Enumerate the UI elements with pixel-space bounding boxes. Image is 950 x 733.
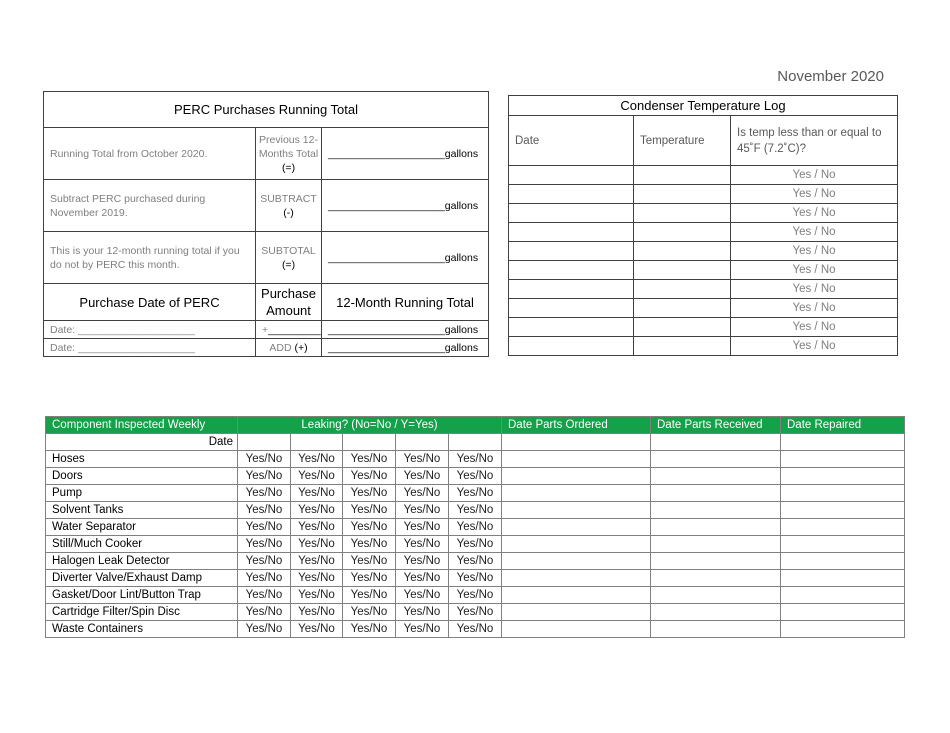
perc-running-total-table — [43, 91, 489, 357]
date-cell[interactable] — [238, 434, 291, 451]
leaking-yes-no-cell[interactable]: Yes/No — [238, 553, 291, 570]
purchase-amount-field[interactable]: ADD (+) — [256, 339, 322, 357]
component-name: Pump — [46, 485, 238, 502]
leaking-yes-no-cell[interactable]: Yes/No — [449, 451, 502, 468]
leaking-yes-no-cell[interactable]: Yes/No — [396, 519, 449, 536]
date-parts-ordered-cell[interactable] — [502, 621, 651, 638]
condenser-log-row — [509, 204, 898, 223]
perc-row-operation: SUBTRACT (-) — [256, 180, 322, 232]
leaking-yes-no-cell[interactable]: Yes/No — [449, 553, 502, 570]
condenser-yes-no-cell[interactable]: Yes / No — [731, 242, 898, 261]
leaking-yes-no-cell[interactable]: Yes/No — [343, 485, 396, 502]
condenser-date-cell[interactable] — [509, 185, 634, 204]
date-repaired-cell[interactable] — [781, 553, 905, 570]
purchase-amount-header: Purchase Amount — [256, 284, 322, 321]
condenser-yes-no-cell[interactable]: Yes / No — [731, 261, 898, 280]
date-parts-ordered-cell[interactable] — [502, 451, 651, 468]
condenser-temperature-header: Temperature — [634, 116, 731, 166]
condenser-date-cell[interactable] — [509, 280, 634, 299]
component-row — [46, 536, 905, 553]
component-name: Cartridge Filter/Spin Disc — [46, 604, 238, 621]
leaking-yes-no-cell[interactable]: Yes/No — [343, 587, 396, 604]
perc-gallons-field[interactable]: ____________________gallons — [322, 232, 489, 284]
date-repaired-cell[interactable] — [781, 587, 905, 604]
component-row — [46, 502, 905, 519]
component-row — [46, 468, 905, 485]
component-inspection-table — [45, 416, 905, 638]
leaking-yes-no-cell[interactable]: Yes/No — [291, 502, 343, 519]
leaking-yes-no-cell[interactable]: Yes/No — [449, 519, 502, 536]
date-cell[interactable] — [449, 434, 502, 451]
date-cell[interactable] — [343, 434, 396, 451]
leaking-yes-no-cell[interactable]: Yes/No — [343, 502, 396, 519]
leaking-yes-no-cell[interactable]: Yes/No — [291, 553, 343, 570]
date-row — [46, 434, 905, 451]
date-parts-ordered-cell[interactable] — [502, 485, 651, 502]
leaking-yes-no-cell[interactable]: Yes/No — [343, 451, 396, 468]
condenser-date-cell[interactable] — [509, 337, 634, 356]
date-repaired-cell[interactable] — [781, 621, 905, 638]
date-parts-received-cell[interactable] — [651, 451, 781, 468]
perc-gallons-field[interactable]: ____________________gallons — [322, 128, 489, 180]
condenser-date-cell[interactable] — [509, 242, 634, 261]
running-total-header: 12-Month Running Total — [322, 284, 489, 321]
condenser-log-row — [509, 185, 898, 204]
perc-row — [44, 180, 489, 232]
condenser-temperature-cell[interactable] — [634, 185, 731, 204]
leaking-yes-no-cell[interactable]: Yes/No — [449, 621, 502, 638]
condenser-yes-no-cell[interactable]: Yes / No — [731, 185, 898, 204]
perc-row-description: This is your 12-month running total if you do not by PERC this month. — [44, 232, 256, 284]
date-parts-received-cell[interactable] — [651, 604, 781, 621]
component-name: Water Separator — [46, 519, 238, 536]
leaking-yes-no-cell[interactable]: Yes/No — [291, 604, 343, 621]
condenser-table-title: Condenser Temperature Log — [509, 96, 898, 116]
leaking-yes-no-cell[interactable]: Yes/No — [396, 468, 449, 485]
component-row — [46, 587, 905, 604]
date-cell[interactable] — [396, 434, 449, 451]
date-repaired-cell[interactable] — [781, 485, 905, 502]
condenser-log-row — [509, 166, 898, 185]
date-repaired-cell[interactable] — [781, 570, 905, 587]
date-parts-received-cell[interactable] — [651, 468, 781, 485]
component-header: Component Inspected Weekly — [46, 417, 238, 434]
date-parts-ordered-cell[interactable] — [502, 468, 651, 485]
condenser-log-row — [509, 318, 898, 337]
date-parts-ordered-cell[interactable] — [502, 536, 651, 553]
condenser-log-row — [509, 280, 898, 299]
leaking-yes-no-cell[interactable]: Yes/No — [396, 536, 449, 553]
component-name: Hoses — [46, 451, 238, 468]
condenser-date-cell[interactable] — [509, 223, 634, 242]
purchase-date-field[interactable]: Date: ____________________ — [44, 339, 256, 357]
date-parts-ordered-cell[interactable] — [502, 587, 651, 604]
condenser-log-row — [509, 299, 898, 318]
date-parts-received-cell[interactable] — [651, 587, 781, 604]
component-name: Solvent Tanks — [46, 502, 238, 519]
leaking-yes-no-cell[interactable]: Yes/No — [291, 621, 343, 638]
condenser-log-row — [509, 242, 898, 261]
condenser-check-header: Is temp less than or equal to 45˚F (7.2˚C)? — [731, 116, 898, 166]
leaking-yes-no-cell[interactable]: Yes/No — [238, 536, 291, 553]
date-parts-received-cell[interactable] — [651, 553, 781, 570]
leaking-yes-no-cell[interactable]: Yes/No — [343, 604, 396, 621]
leaking-yes-no-cell[interactable]: Yes/No — [343, 536, 396, 553]
perc-row — [44, 232, 489, 284]
leaking-yes-no-cell[interactable]: Yes/No — [449, 485, 502, 502]
leaking-yes-no-cell[interactable]: Yes/No — [396, 485, 449, 502]
leaking-yes-no-cell[interactable]: Yes/No — [238, 604, 291, 621]
component-row — [46, 519, 905, 536]
condenser-yes-no-cell[interactable]: Yes / No — [731, 318, 898, 337]
leaking-yes-no-cell[interactable]: Yes/No — [449, 570, 502, 587]
perc-entry-row — [44, 321, 489, 339]
perc-gallons-field[interactable]: ____________________gallons — [322, 180, 489, 232]
date-repaired-cell[interactable] — [781, 451, 905, 468]
date-parts-ordered-header: Date Parts Ordered — [502, 417, 651, 434]
condenser-date-cell[interactable] — [509, 318, 634, 337]
date-repaired-cell[interactable] — [781, 519, 905, 536]
leaking-yes-no-cell[interactable]: Yes/No — [343, 553, 396, 570]
condenser-temperature-cell[interactable] — [634, 223, 731, 242]
perc-row — [44, 128, 489, 180]
condenser-yes-no-cell[interactable]: Yes / No — [731, 299, 898, 318]
date-parts-received-cell[interactable] — [651, 485, 781, 502]
component-name: Gasket/Door Lint/Button Trap — [46, 587, 238, 604]
leaking-yes-no-cell[interactable]: Yes/No — [291, 536, 343, 553]
condenser-temperature-cell[interactable] — [634, 299, 731, 318]
condenser-yes-no-cell[interactable]: Yes / No — [731, 280, 898, 299]
perc-row-operation: Previous 12-Months Total (=) — [256, 128, 322, 180]
condenser-temperature-log-table — [508, 95, 898, 356]
leaking-yes-no-cell[interactable]: Yes/No — [238, 587, 291, 604]
component-row — [46, 553, 905, 570]
date-repaired-cell[interactable] — [781, 502, 905, 519]
leaking-yes-no-cell[interactable]: Yes/No — [238, 570, 291, 587]
condenser-date-header: Date — [509, 116, 634, 166]
leaking-yes-no-cell[interactable]: Yes/No — [238, 519, 291, 536]
leaking-yes-no-cell[interactable]: Yes/No — [449, 468, 502, 485]
perc-gallons-field[interactable]: ____________________gallons — [322, 321, 489, 339]
date-parts-received-cell[interactable] — [651, 570, 781, 587]
condenser-date-cell[interactable] — [509, 204, 634, 223]
condenser-temperature-cell[interactable] — [634, 204, 731, 223]
date-parts-ordered-cell[interactable] — [502, 502, 651, 519]
date-repaired-header: Date Repaired — [781, 417, 905, 434]
condenser-temperature-cell[interactable] — [634, 337, 731, 356]
date-row-label: Date — [46, 434, 238, 451]
leaking-yes-no-cell[interactable]: Yes/No — [396, 604, 449, 621]
perc-row-description: Running Total from October 2020. — [44, 128, 256, 180]
leaking-yes-no-cell[interactable]: Yes/No — [238, 451, 291, 468]
condenser-yes-no-cell[interactable]: Yes / No — [731, 337, 898, 356]
condenser-log-row — [509, 261, 898, 280]
condenser-temperature-cell[interactable] — [634, 318, 731, 337]
date-cell[interactable] — [502, 434, 651, 451]
condenser-temperature-cell[interactable] — [634, 242, 731, 261]
leaking-header: Leaking? (No=No / Y=Yes) — [238, 417, 502, 434]
component-name: Diverter Valve/Exhaust Damp — [46, 570, 238, 587]
condenser-log-row — [509, 337, 898, 356]
leaking-yes-no-cell[interactable]: Yes/No — [396, 570, 449, 587]
component-name: Still/Much Cooker — [46, 536, 238, 553]
date-repaired-cell[interactable] — [781, 468, 905, 485]
leaking-yes-no-cell[interactable]: Yes/No — [396, 502, 449, 519]
leaking-yes-no-cell[interactable]: Yes/No — [343, 570, 396, 587]
condenser-temperature-cell[interactable] — [634, 166, 731, 185]
date-cell[interactable] — [291, 434, 343, 451]
date-parts-ordered-cell[interactable] — [502, 519, 651, 536]
leaking-yes-no-cell[interactable]: Yes/No — [396, 621, 449, 638]
leaking-yes-no-cell[interactable]: Yes/No — [291, 570, 343, 587]
leaking-yes-no-cell[interactable]: Yes/No — [238, 621, 291, 638]
purchase-date-header: Purchase Date of PERC — [44, 284, 256, 321]
condenser-date-cell[interactable] — [509, 261, 634, 280]
leaking-yes-no-cell[interactable]: Yes/No — [343, 519, 396, 536]
perc-gallons-field[interactable]: ____________________gallons — [322, 339, 489, 357]
date-repaired-cell[interactable] — [781, 536, 905, 553]
leaking-yes-no-cell[interactable]: Yes/No — [343, 621, 396, 638]
leaking-yes-no-cell[interactable]: Yes/No — [291, 587, 343, 604]
date-parts-received-cell[interactable] — [651, 519, 781, 536]
leaking-yes-no-cell[interactable]: Yes/No — [291, 485, 343, 502]
leaking-yes-no-cell[interactable]: Yes/No — [449, 502, 502, 519]
component-row — [46, 604, 905, 621]
date-parts-ordered-cell[interactable] — [502, 604, 651, 621]
component-row — [46, 621, 905, 638]
date-cell[interactable] — [651, 434, 781, 451]
leaking-yes-no-cell[interactable]: Yes/No — [449, 604, 502, 621]
condenser-date-cell[interactable] — [509, 166, 634, 185]
condenser-temperature-cell[interactable] — [634, 280, 731, 299]
date-parts-received-cell[interactable] — [651, 621, 781, 638]
leaking-yes-no-cell[interactable]: Yes/No — [449, 587, 502, 604]
condenser-date-cell[interactable] — [509, 299, 634, 318]
condenser-log-row — [509, 223, 898, 242]
leaking-yes-no-cell[interactable]: Yes/No — [291, 468, 343, 485]
condenser-yes-no-cell[interactable]: Yes / No — [731, 204, 898, 223]
perc-row-description: Subtract PERC purchased during November 2019. — [44, 180, 256, 232]
leaking-yes-no-cell[interactable]: Yes/No — [343, 468, 396, 485]
perc-table-title: PERC Purchases Running Total — [44, 92, 489, 128]
leaking-yes-no-cell[interactable]: Yes/No — [238, 502, 291, 519]
component-name: Waste Containers — [46, 621, 238, 638]
purchase-amount-field[interactable]: +_________ — [256, 321, 322, 339]
date-parts-ordered-cell[interactable] — [502, 553, 651, 570]
date-parts-ordered-cell[interactable] — [502, 570, 651, 587]
leaking-yes-no-cell[interactable]: Yes/No — [396, 587, 449, 604]
leaking-yes-no-cell[interactable]: Yes/No — [396, 451, 449, 468]
date-repaired-cell[interactable] — [781, 604, 905, 621]
date-parts-received-header: Date Parts Received — [651, 417, 781, 434]
leaking-yes-no-cell[interactable]: Yes/No — [238, 468, 291, 485]
component-row — [46, 570, 905, 587]
leaking-yes-no-cell[interactable]: Yes/No — [449, 536, 502, 553]
month-title: November 2020 — [777, 68, 884, 85]
leaking-yes-no-cell[interactable]: Yes/No — [291, 519, 343, 536]
leaking-yes-no-cell[interactable]: Yes/No — [238, 485, 291, 502]
component-row — [46, 485, 905, 502]
perc-row-operation: SUBTOTAL (=) — [256, 232, 322, 284]
condenser-yes-no-cell[interactable]: Yes / No — [731, 223, 898, 242]
date-cell[interactable] — [781, 434, 905, 451]
condenser-temperature-cell[interactable] — [634, 261, 731, 280]
component-row — [46, 451, 905, 468]
component-name: Halogen Leak Detector — [46, 553, 238, 570]
purchase-date-field[interactable]: Date: ____________________ — [44, 321, 256, 339]
perc-entry-row — [44, 339, 489, 357]
date-parts-received-cell[interactable] — [651, 502, 781, 519]
leaking-yes-no-cell[interactable]: Yes/No — [291, 451, 343, 468]
component-name: Doors — [46, 468, 238, 485]
leaking-yes-no-cell[interactable]: Yes/No — [396, 553, 449, 570]
condenser-yes-no-cell[interactable]: Yes / No — [731, 166, 898, 185]
date-parts-received-cell[interactable] — [651, 536, 781, 553]
